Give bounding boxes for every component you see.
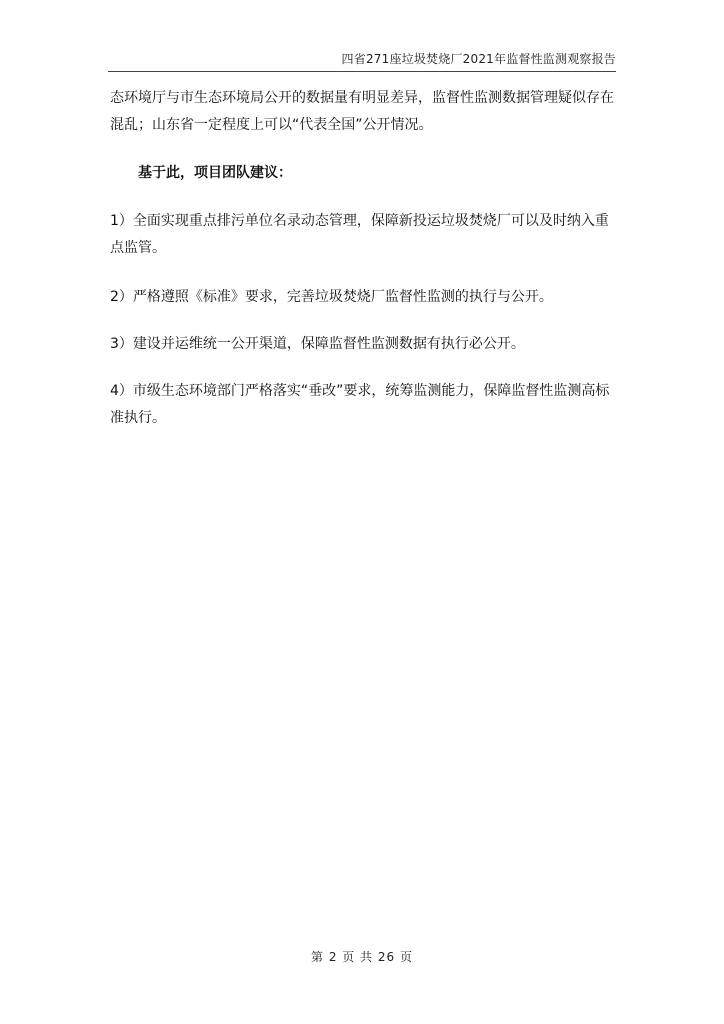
recommendation-item-3: 3）建设并运维统一公开渠道，保障监督性监测数据有执行必公开。	[110, 336, 525, 352]
recommendation-item-2: 2）严格遵照《标准》要求，完善垃圾焚烧厂监督性监测的执行与公开。	[110, 289, 553, 305]
recommendation-item-4: 4）市级生态环境部门严格落实“垂改”要求，统筹监测能力，保障监督性监测高标准执行。	[110, 383, 610, 426]
running-header: 四省271座垃圾焚烧厂2021年监督性监测观察报告	[341, 52, 616, 66]
recommendation-item-1: 1）全面实现重点排污单位名录动态管理，保障新投运垃圾焚烧厂可以及时纳入重点监管。	[110, 213, 609, 256]
page-number: 第 2 页 共 26 页	[311, 950, 413, 964]
intro-paragraph: 态环境厅与市生态环境局公开的数据量有明显差异，监督性监测数据管理疑似存在混乱；山东省一定程度上可以“代表全国”公开情况。	[110, 90, 614, 133]
header-divider	[108, 71, 616, 72]
recommendations-heading: 基于此，项目团队建议：	[138, 165, 292, 181]
